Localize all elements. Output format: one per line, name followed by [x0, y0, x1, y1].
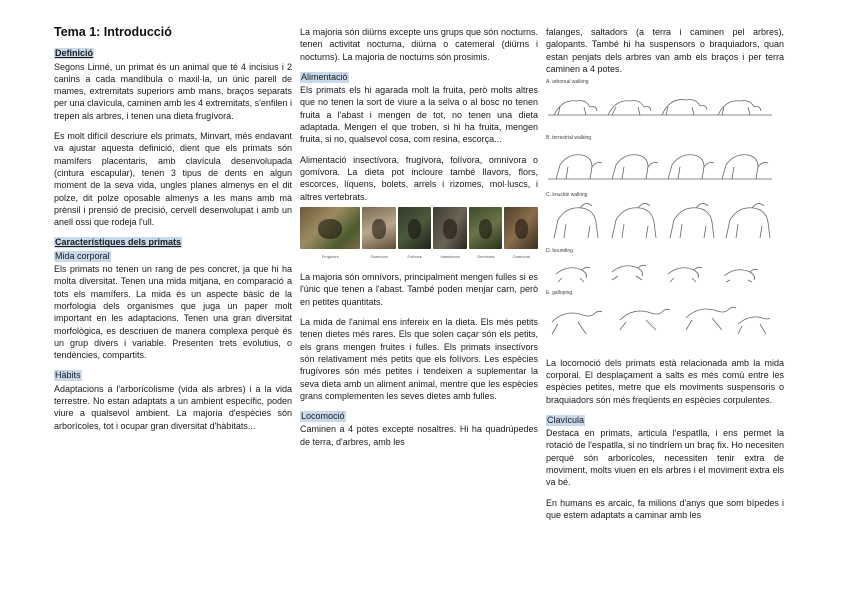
- photo-frugivor: [300, 207, 360, 249]
- subheading-alimentacio: Alimentació: [301, 71, 348, 82]
- arboreal-walking-drawing: [546, 85, 774, 129]
- figure-label: A. arboreal walking: [546, 79, 589, 86]
- page-title: Tema 1: Introducció: [54, 25, 172, 39]
- paragraph-alimentacio-3: La majoria són omnívors, principalment mengen fulles si es l'únic que tenen a l'abast. També poden menjar carn, però en petites quantitats.: [300, 272, 538, 307]
- paragraph-alimentacio-2: Alimentació insectívora, frugívora, folívora, omnívora o gomívora. La dieta pot incloure també llavors, flors, escorces, líquens, bolets, arrels i rizomes, mol·luscs, i altres vertebrats.: [300, 154, 538, 202]
- photo-captions: [300, 251, 538, 263]
- subheading-clavicula: Clavícula: [547, 414, 585, 425]
- paragraph-habits: Adaptacions a l'arborícolisme (vida als arbres) i a la vida terrestre. No estan adaptats a un ambient específic, poden viure a qualsevol ambient. La majoria d'espècies són arborícoles, tot i ocupar gran diversitat d'hàbitats...: [54, 383, 292, 431]
- paragraph-locomocio-2: La locomoció dels primats està relacionada amb la mida corporal. El desplaçament a salts es més comú entre les espècies petites, metre que els moviments suspensoris o braquiadors són més freqüents en espècies corpulentes.: [546, 357, 784, 405]
- column-2: [300, 26, 538, 456]
- photo-caption: Frugívors: [321, 253, 339, 259]
- heading-caracteristiques: Característiques dels primats: [55, 237, 182, 248]
- photo-carnivor: [504, 207, 538, 249]
- photo-caption: Omnívors: [477, 253, 495, 259]
- galloping-drawing: [546, 296, 774, 340]
- paragraph-diurns: La majoria són diürns excepte uns grups que són nocturns. tenen activitat nocturna, diürna o catemeral (diürns i nocturns). La majoria de nocturns són prosimis.: [300, 27, 538, 62]
- paragraph-locomocio-1: Caminen a 4 potes excepte nosaltres. Hi ha quadrúpedes de terra, d'arbres, amb les: [300, 424, 538, 447]
- figure-label: D. bounding: [546, 248, 573, 255]
- column-1: [54, 26, 292, 440]
- paragraph-alimentacio-4: La mida de l'animal ens infereix en la dieta. Els més petits tenen dietes més rares. Els que solen caçar són els petits, els grans mengen fruites i fulles. Els primats insectívors són relativament més petits que els folívors. Les espècies frugívores són més petites i tendeixen a suplementar la seva dieta amb un aliment animal, mentre que les espècies grans complementen les seves dietes amb fulles.: [300, 317, 538, 401]
- knuckle-walking-drawing: [546, 198, 774, 242]
- figure-label: B. terrestrial walking: [546, 135, 592, 142]
- photo-insectivor: [433, 207, 467, 249]
- photo-caption: Insectívors: [440, 253, 460, 259]
- photo-folivor: [398, 207, 432, 249]
- bounding-drawing: [546, 254, 774, 284]
- subheading-habits: Hàbits: [55, 370, 81, 381]
- column-3: [546, 26, 784, 529]
- paragraph-definicio-1: Segons Linné, un primat és un animal que té 4 incisius i 2 canins a cada mandíbula o maxil·la, un únic parell de mames, extremitats superiors amb mans, braços separats per una clavícula, caminen amb les 4 extremitats, s'enfilen i trepen als arbres, i tenen una dieta frugívora.: [54, 61, 292, 121]
- heading-definicio: Definició: [55, 48, 94, 59]
- locomotion-figure: [546, 79, 784, 346]
- photo-omnivor: [469, 207, 503, 249]
- paragraph-alimentacio-1: Els primats els hi agarada molt la fruita, però molts altres que no tenen la sort de viure a la selva o al bosc no tenen fruita a l'abast i mengen de tot, no tenen una dieta adaptada. Mengen el que troben, si hi ha fruita, mengen fruita, si no, qualsevol cosa, com resina, escorça...: [300, 85, 538, 145]
- photo-caption: Gomívors: [370, 253, 388, 259]
- paragraph-locomocio-cont: falanges, saltadors (a terra i caminen pel arbres), galopants. També hi ha suspensors o braquiadors, quan estan penjats dels arbres van amb els braços i per terra caminen a 4 potes.: [546, 27, 784, 74]
- terrestrial-walking-drawing: [546, 141, 774, 185]
- paragraph-mida-corporal: Els primats no tenen un rang de pes concret, ja que hi ha molta diversitat. Tenen una mida mitjana, en comparació a tots els mamífers. La mida és un aspecte bàsic de la morfologia dels organismes que juga un paper molt important en les adaptacions. Tenen una gran diversitat morfològica, es descriuen de manera complexa perquè és un grup divers i variable. Presenten trets evolutius, o tendències, compartits.: [54, 264, 292, 361]
- figure-label: E. galloping: [546, 290, 573, 297]
- paragraph-clavicula-2: En humans es arcaic, fa milions d'anys que som bípedes i que estem adaptats a caminar amb les: [546, 497, 784, 520]
- primate-diet-photos: [300, 207, 538, 249]
- subheading-locomocio: Locomoció: [301, 411, 345, 422]
- paragraph-definicio-2: Es molt difícil descriure els primats, Minvart, més endavant va ajustar aquesta definició, dient que els primats són mamífers placentaris, amb clavícula desenvolupada (cintura escapular), tenen 3 tipus de dents en algun moment de la seva vida, ungles planes almenys en el dit polze, dit polze oposable almenys a les mans amb mà prènsil i prensió de precisió, cervell desenvolupat i amb un anell ossi que rodeja l'ull.: [54, 131, 292, 228]
- paragraph-clavicula-1: Destaca en primats, articula l'espatlla, i ens permet la rotació de l'espatlla, si no tindríem un braç fix. Ho necesiten perquè són arborícoles, necessiten tenir extra de moviment, molts viuen en els arbres i el moviment extra els va bé.: [546, 428, 784, 488]
- photo-caption: Carnívors: [512, 253, 530, 259]
- photo-gomivor: [362, 207, 396, 249]
- figure-label: C. knuckle walking: [546, 191, 588, 198]
- subheading-mida-corporal: Mida corporal: [55, 250, 110, 261]
- photo-caption: Folívors: [407, 253, 422, 259]
